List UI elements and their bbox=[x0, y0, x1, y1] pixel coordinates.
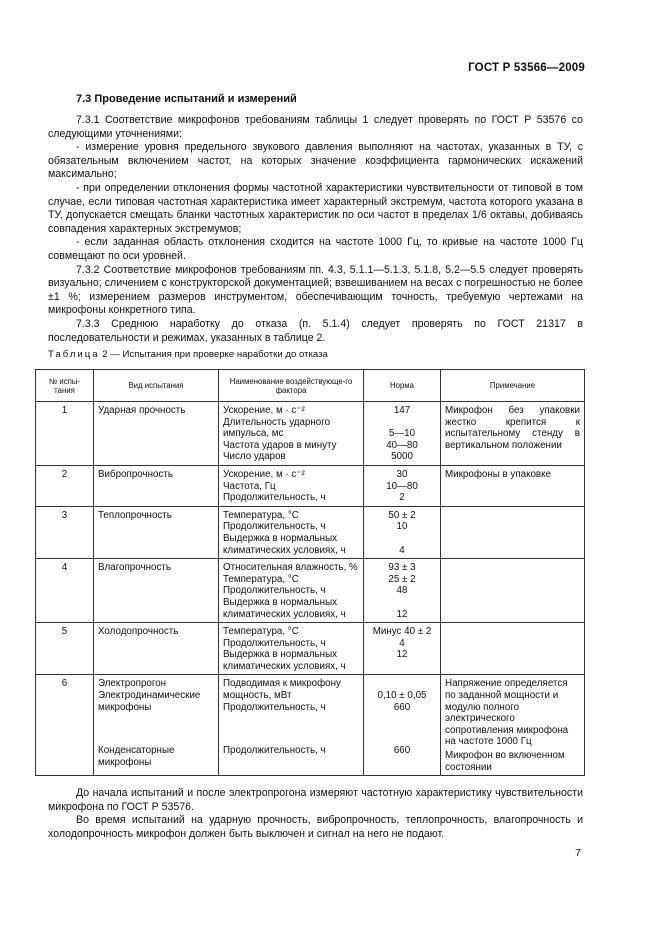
cell-factors bbox=[219, 506, 364, 558]
factor-line: Длительность ударного импульса, мс bbox=[223, 416, 331, 440]
factor-line: Температура, °С bbox=[223, 626, 299, 638]
norm-line: 48 bbox=[396, 585, 408, 597]
table-row bbox=[36, 465, 585, 506]
paragraph-7-3-2: 7.3.2 Соответствие микрофонов требованиям пп. 4.3, 5.1.1—5.1.3, 5.1.8, 5.2—5.5 следует проверять визуально; сличением с конструкторской документацией; взвешиванием на весах с погрешностью не более ±1 %; измерением размеров инструментом, обеспечивающим точность, требуемую чертежами на микрофоны конкретного типа. bbox=[48, 263, 583, 317]
norm-line: 4 bbox=[399, 637, 405, 649]
cell-kind: Теплопрочность bbox=[94, 506, 219, 558]
norm-line: 30 bbox=[396, 468, 408, 480]
cell-num: 3 bbox=[36, 506, 94, 558]
paragraph-7-3-3: 7.3.3 Среднюю наработку до отказа (п. 5.1.4) следует проверять по ГОСТ 21317 в последовательности и режимах, указанных в таблице 2. bbox=[48, 317, 583, 344]
cell-kind: Ударная прочность bbox=[94, 402, 219, 466]
norm-line: 0,10 ± 0,05 bbox=[377, 690, 427, 702]
norm-line: 5—10 bbox=[388, 428, 416, 440]
table-row bbox=[36, 559, 585, 623]
paragraph: До начала испытаний и после электропрогона измеряют частотную характеристику чувствительности микрофона по ГОСТ Р 53576. bbox=[48, 787, 583, 813]
list-item: - если заданная область отклонения сходится на частоте 1000 Гц, то кривые на частоте 1000 Гц совмещают по оси уровней. bbox=[48, 236, 583, 262]
factor-line: Выдержка в нормальных климатических условиях, ч bbox=[223, 532, 346, 556]
table-row bbox=[36, 675, 585, 776]
header-kind: Вид испытания bbox=[94, 370, 219, 402]
note-line: Микрофон во включенном состоянии bbox=[445, 750, 565, 773]
paragraph-7-3-1: 7.3.1 Соответствие микрофонов требованиям таблицы 1 следует проверять по ГОСТ Р 53576 со следующими уточнениями: bbox=[48, 114, 583, 140]
norm-line: 93 ± 3 bbox=[388, 562, 416, 574]
section-body bbox=[48, 114, 583, 345]
table-row bbox=[36, 506, 585, 558]
cell-num: 1 bbox=[36, 402, 94, 466]
factor-line: Продолжительность, ч bbox=[223, 521, 326, 533]
cell-note bbox=[441, 559, 585, 623]
table-caption-prefix: Таблица bbox=[48, 349, 100, 360]
norm-line: 50 ± 2 bbox=[388, 509, 416, 521]
cell-norms bbox=[364, 506, 441, 558]
norm-line: 2 bbox=[399, 492, 405, 504]
cell-note: Микрофоны в упаковке bbox=[441, 465, 585, 506]
norm-line: 660 bbox=[393, 745, 411, 757]
cell-kind: Холодопрочность bbox=[94, 623, 219, 675]
header-num: № испы-тания bbox=[36, 370, 94, 402]
table-caption-title: 2 — Испытания при проверке наработки до отказа bbox=[102, 349, 328, 360]
kind-line: Электродинамические микрофоны bbox=[98, 690, 201, 713]
factor-line: Частота, Гц bbox=[223, 480, 276, 492]
after-table-text bbox=[48, 787, 583, 841]
norm-line: 12 bbox=[396, 608, 408, 620]
factor-line: Подводимая к микрофону мощность, мВт bbox=[223, 678, 341, 702]
norm-line: 25 ± 2 bbox=[388, 573, 416, 585]
table-header-row bbox=[36, 370, 585, 402]
cell-factors bbox=[219, 623, 364, 675]
cell-norms bbox=[364, 465, 441, 506]
table-row bbox=[36, 402, 585, 466]
norm-line: 12 bbox=[396, 649, 408, 661]
table-caption bbox=[48, 349, 328, 360]
norm-line: Минус 40 ± 2 bbox=[372, 626, 432, 638]
norm-line: 147 bbox=[393, 405, 411, 416]
norm-line: 5000 bbox=[391, 451, 413, 463]
factor-line: Температура, °С bbox=[223, 509, 299, 521]
cell-note: Микрофон без упаковки жестко крепится к испытательному стенду в вертикальном положении bbox=[441, 402, 585, 466]
cell-num: 4 bbox=[36, 559, 94, 623]
cell-kind: Вибропрочность bbox=[94, 465, 219, 506]
factor-line: Ускорение, м · с⁻² bbox=[223, 405, 305, 416]
factor-line: Выдержка в нормальных климатических условиях, ч bbox=[223, 596, 346, 620]
standard-code: ГОСТ Р 53566—2009 bbox=[468, 62, 585, 74]
factor-line: Выдержка в нормальных климатических условиях, ч bbox=[223, 649, 346, 672]
cell-note bbox=[441, 623, 585, 675]
kind-line: Конденсаторные микрофоны bbox=[98, 745, 175, 768]
factor-line: Частота ударов в минуту bbox=[223, 439, 337, 451]
cell-factors bbox=[219, 675, 364, 776]
list-item: - измерение уровня предельного звукового давления выполняют на частотах, указанных в ТУ, с обязательным включением частот, на которых значение коэффициента гармонических искажений максимально; bbox=[48, 141, 583, 181]
cell-num: 6 bbox=[36, 675, 94, 776]
norm-line: 10—80 bbox=[386, 480, 418, 492]
norm-line: 660 bbox=[393, 701, 411, 713]
factor-line: Продолжительность, ч bbox=[223, 701, 326, 713]
factor-line: Продолжительность, ч bbox=[223, 745, 326, 757]
cell-norms bbox=[364, 402, 441, 466]
factor-line: Продолжительность, ч bbox=[223, 585, 326, 597]
note-line: Напряжение определяется по заданной мощности и модулю полного электрического сопротивления микрофона на частоте 1000 Гц bbox=[445, 678, 569, 748]
cell-kind: Влагопрочность bbox=[94, 559, 219, 623]
tests-table bbox=[35, 369, 585, 776]
header-factor: Наименование воздействующе-го фактора bbox=[219, 370, 364, 402]
cell-kind bbox=[94, 675, 219, 776]
factor-line: Число ударов bbox=[223, 451, 286, 463]
kind-line: Электропрогон bbox=[98, 678, 167, 690]
cell-factors bbox=[219, 465, 364, 506]
cell-norms bbox=[364, 675, 441, 776]
paragraph: Во время испытаний на ударную прочность, вибропрочность, теплопрочность, влагопрочность и холодопрочность микрофон должен быть выключен и сигнал на него не подают. bbox=[48, 814, 583, 840]
norm-line: 10 bbox=[396, 521, 408, 533]
section-heading: 7.3 Проведение испытаний и измерений bbox=[76, 93, 297, 105]
cell-note bbox=[441, 675, 585, 776]
factor-line: Продолжительность, ч bbox=[223, 637, 326, 649]
header-note: Примечание bbox=[441, 370, 585, 402]
factor-line: Продолжительность, ч bbox=[223, 492, 326, 504]
table-row bbox=[36, 623, 585, 675]
cell-factors bbox=[219, 402, 364, 466]
factor-line: Температура, °С bbox=[223, 573, 299, 585]
cell-num: 5 bbox=[36, 623, 94, 675]
factor-line: Ускорение, м · с⁻² bbox=[223, 468, 305, 480]
cell-num: 2 bbox=[36, 465, 94, 506]
cell-norms bbox=[364, 623, 441, 675]
norm-line: 4 bbox=[399, 544, 405, 556]
cell-note bbox=[441, 506, 585, 558]
page-number: 7 bbox=[575, 847, 581, 859]
factor-line: Относительная влажность, % bbox=[223, 562, 358, 574]
list-item: - при определении отклонения формы частотной характеристики чувствительности от типовой в том случае, если типовая частотная характеристика имеет характерный экстремум, частота которого указана в ТУ, допускается смещать бланки частотных характеристик по оси частот в пределах 1/6 октавы, добиваясь совпадения характерных экстремумов; bbox=[48, 181, 583, 235]
header-norm: Норма bbox=[364, 370, 441, 402]
norm-line: 40—80 bbox=[386, 439, 418, 451]
cell-norms bbox=[364, 559, 441, 623]
cell-factors bbox=[219, 559, 364, 623]
